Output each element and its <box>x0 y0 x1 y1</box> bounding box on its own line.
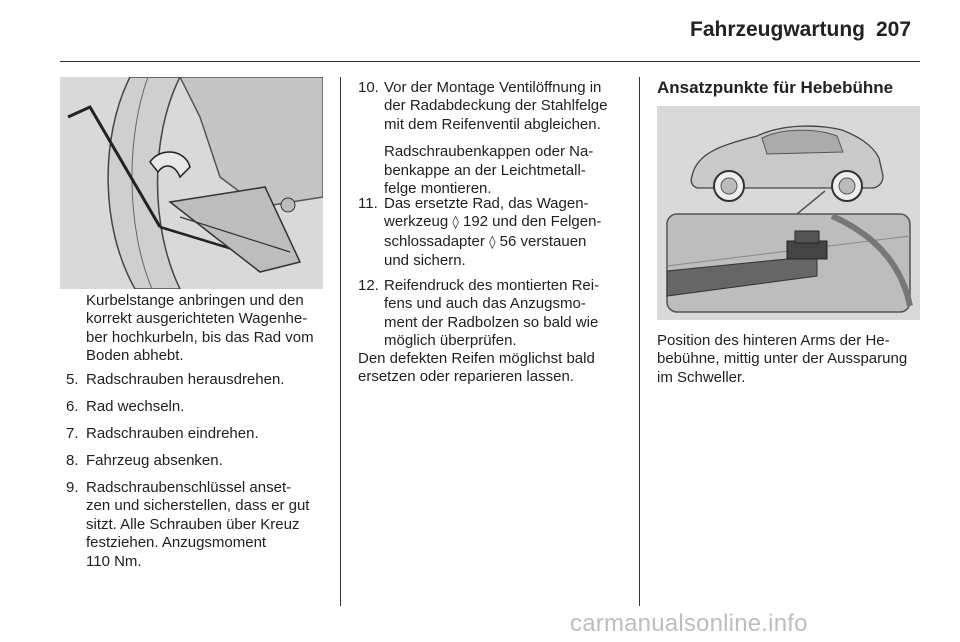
step-line: Reifendruck des montierten Rei- <box>384 277 600 294</box>
page-reference-icon: ◊ <box>489 234 496 250</box>
step-line: festziehen. Anzugsmoment <box>86 534 267 552</box>
step-9 <box>66 479 336 574</box>
note-line: Den defekten Reifen möglichst bald <box>358 350 595 367</box>
step-text: Radschrauben herausdrehen. <box>86 371 285 388</box>
column-divider-1 <box>340 77 341 606</box>
step-line: 110 Nm. <box>86 552 142 570</box>
jack-illustration <box>60 77 323 289</box>
watermark: carmanualsonline.info <box>570 610 808 637</box>
step-line: Vor der Montage Ventilöffnung in <box>384 79 602 96</box>
caption-line: bebühne, mittig unter der Aussparung <box>657 350 908 368</box>
step-line: zen und sicherstellen, dass er gut <box>86 497 310 515</box>
step-line: und sichern. <box>384 252 466 270</box>
jack-caption <box>86 292 314 366</box>
step-line: Das ersetzte Rad, das Wagen- <box>384 195 589 212</box>
caption-line: im Schweller. <box>657 368 746 386</box>
step-subline: Radschraubenkappen oder Na- <box>384 143 594 161</box>
section-title: Fahrzeugwartung <box>690 18 866 41</box>
step-text <box>384 79 608 198</box>
page-number: 207 <box>876 18 912 41</box>
column-divider-2 <box>639 77 640 606</box>
step-subline: benkappe an der Leichtmetall- <box>384 161 586 179</box>
note-text <box>358 350 595 387</box>
step-number: 7. <box>66 425 79 442</box>
caption-line: korrekt ausgerichteten Wagenhe- <box>86 310 308 328</box>
step-line: ment der Radbolzen so bald wie <box>384 313 599 331</box>
step-text: Radschrauben eindrehen. <box>86 425 259 442</box>
step-text: Fahrzeug absenken. <box>86 452 223 469</box>
step-line: der Radabdeckung der Stahlfelge <box>384 97 608 115</box>
step-text <box>384 195 601 271</box>
step-number: 6. <box>66 398 79 415</box>
page-reference-icon: ◊ <box>452 215 459 231</box>
step-line: werkzeug ◊ 192 und den Felgen- <box>384 213 602 231</box>
caption-line: Position des hinteren Arms der He- <box>657 332 890 349</box>
step-line: fens und auch das Anzugsmo- <box>384 295 586 313</box>
step-text <box>384 277 599 351</box>
step-number: 8. <box>66 452 79 469</box>
step-line: sitzt. Alle Schrauben über Kreuz <box>86 515 300 533</box>
step-subline: felge montieren. <box>384 180 492 198</box>
caption-line: Boden abhebt. <box>86 347 184 365</box>
step-line: Radschraubenschlüssel anset- <box>86 479 292 496</box>
step-number: 10. <box>358 79 379 96</box>
step-line: möglich überprüfen. <box>384 332 517 350</box>
section-heading: Ansatzpunkte für Hebebühne <box>657 78 894 97</box>
step-text: Rad wechseln. <box>86 398 185 415</box>
step-number: 12. <box>358 277 379 294</box>
step-line: mit dem Reifenventil abgleichen. <box>384 115 601 133</box>
step-number: 11. <box>358 195 378 212</box>
step-number: 9. <box>66 479 79 496</box>
header-divider <box>60 61 920 62</box>
note-line: ersetzen oder reparieren lassen. <box>358 368 574 386</box>
step-text <box>86 479 309 571</box>
step-number: 5. <box>66 371 79 388</box>
caption-line: ber hochkurbeln, bis das Rad vom <box>86 328 314 346</box>
lift-point-illustration <box>657 106 920 320</box>
lift-caption <box>657 332 907 387</box>
caption-line: Kurbelstange anbringen und den <box>86 292 304 309</box>
step-line: schlossadapter ◊ 56 verstauen <box>384 232 587 250</box>
